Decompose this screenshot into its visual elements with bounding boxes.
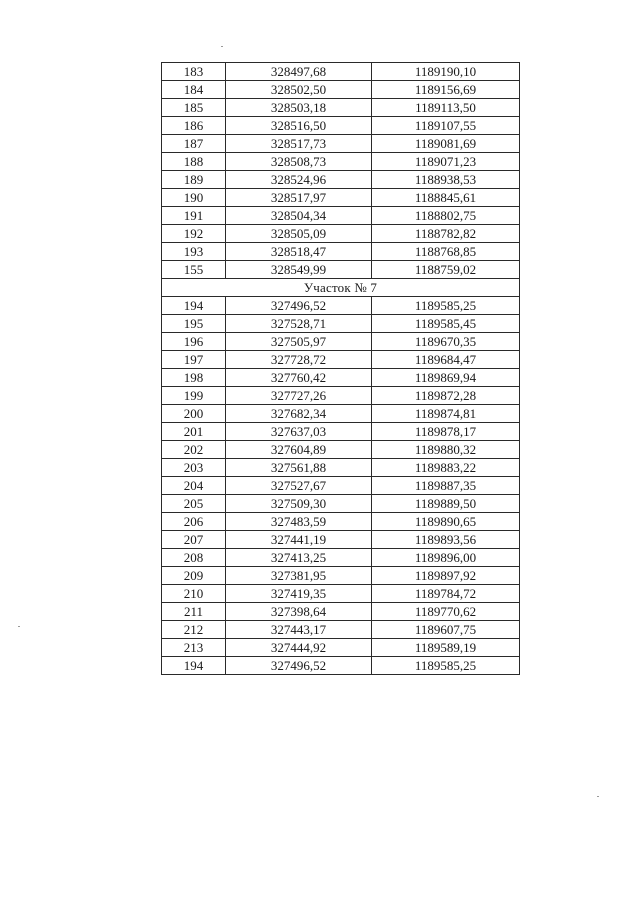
point-number-cell: 198 <box>162 369 226 387</box>
section-header-group <box>162 279 520 297</box>
table-row <box>162 459 520 477</box>
y-coordinate-cell: 1189887,35 <box>372 477 520 495</box>
y-coordinate-cell: 1189071,23 <box>372 153 520 171</box>
point-number-cell: 199 <box>162 387 226 405</box>
table-row <box>162 405 520 423</box>
y-coordinate-cell: 1188802,75 <box>372 207 520 225</box>
table-row <box>162 387 520 405</box>
y-coordinate-cell: 1189883,22 <box>372 459 520 477</box>
table-row <box>162 603 520 621</box>
coordinates-table <box>161 62 520 675</box>
table-row <box>162 225 520 243</box>
point-number-cell: 193 <box>162 243 226 261</box>
scan-speck <box>18 626 20 627</box>
x-coordinate-cell: 327528,71 <box>226 315 372 333</box>
point-number-cell: 191 <box>162 207 226 225</box>
point-number-cell: 192 <box>162 225 226 243</box>
point-number-cell: 187 <box>162 135 226 153</box>
y-coordinate-cell: 1189897,92 <box>372 567 520 585</box>
y-coordinate-cell: 1188759,02 <box>372 261 520 279</box>
x-coordinate-cell: 327419,35 <box>226 585 372 603</box>
x-coordinate-cell: 327381,95 <box>226 567 372 585</box>
x-coordinate-cell: 327496,52 <box>226 297 372 315</box>
y-coordinate-cell: 1189107,55 <box>372 117 520 135</box>
y-coordinate-cell: 1189585,45 <box>372 315 520 333</box>
x-coordinate-cell: 328505,09 <box>226 225 372 243</box>
point-number-cell: 194 <box>162 297 226 315</box>
y-coordinate-cell: 1189607,75 <box>372 621 520 639</box>
x-coordinate-cell: 327398,64 <box>226 603 372 621</box>
x-coordinate-cell: 327682,34 <box>226 405 372 423</box>
table-row <box>162 531 520 549</box>
point-number-cell: 206 <box>162 513 226 531</box>
y-coordinate-cell: 1189889,50 <box>372 495 520 513</box>
x-coordinate-cell: 328508,73 <box>226 153 372 171</box>
section-header-row <box>162 279 520 297</box>
y-coordinate-cell: 1189896,00 <box>372 549 520 567</box>
point-number-cell: 213 <box>162 639 226 657</box>
y-coordinate-cell: 1189589,19 <box>372 639 520 657</box>
x-coordinate-cell: 327441,19 <box>226 531 372 549</box>
point-number-cell: 207 <box>162 531 226 549</box>
y-coordinate-cell: 1189878,17 <box>372 423 520 441</box>
x-coordinate-cell: 327509,30 <box>226 495 372 513</box>
x-coordinate-cell: 328517,97 <box>226 189 372 207</box>
y-coordinate-cell: 1189874,81 <box>372 405 520 423</box>
x-coordinate-cell: 327604,89 <box>226 441 372 459</box>
y-coordinate-cell: 1189784,72 <box>372 585 520 603</box>
point-number-cell: 155 <box>162 261 226 279</box>
x-coordinate-cell: 328516,50 <box>226 117 372 135</box>
x-coordinate-cell: 328549,99 <box>226 261 372 279</box>
x-coordinate-cell: 327637,03 <box>226 423 372 441</box>
point-number-cell: 186 <box>162 117 226 135</box>
table-row <box>162 117 520 135</box>
table-row <box>162 351 520 369</box>
x-coordinate-cell: 328518,47 <box>226 243 372 261</box>
x-coordinate-cell: 327444,92 <box>226 639 372 657</box>
table-row <box>162 99 520 117</box>
y-coordinate-cell: 1188938,53 <box>372 171 520 189</box>
y-coordinate-cell: 1189872,28 <box>372 387 520 405</box>
point-number-cell: 183 <box>162 63 226 81</box>
point-number-cell: 204 <box>162 477 226 495</box>
x-coordinate-cell: 327760,42 <box>226 369 372 387</box>
table-row <box>162 153 520 171</box>
table-row <box>162 657 520 675</box>
x-coordinate-cell: 328503,18 <box>226 99 372 117</box>
y-coordinate-cell: 1188845,61 <box>372 189 520 207</box>
y-coordinate-cell: 1189190,10 <box>372 63 520 81</box>
y-coordinate-cell: 1189113,50 <box>372 99 520 117</box>
point-number-cell: 184 <box>162 81 226 99</box>
table-row <box>162 567 520 585</box>
y-coordinate-cell: 1189156,69 <box>372 81 520 99</box>
point-number-cell: 208 <box>162 549 226 567</box>
y-coordinate-cell: 1189081,69 <box>372 135 520 153</box>
y-coordinate-cell: 1189684,47 <box>372 351 520 369</box>
y-coordinate-cell: 1188782,82 <box>372 225 520 243</box>
point-number-cell: 194 <box>162 657 226 675</box>
table-row <box>162 423 520 441</box>
table-row <box>162 639 520 657</box>
table-row <box>162 63 520 81</box>
y-coordinate-cell: 1188768,85 <box>372 243 520 261</box>
point-number-cell: 203 <box>162 459 226 477</box>
point-number-cell: 190 <box>162 189 226 207</box>
point-number-cell: 185 <box>162 99 226 117</box>
x-coordinate-cell: 328517,73 <box>226 135 372 153</box>
point-number-cell: 205 <box>162 495 226 513</box>
point-number-cell: 209 <box>162 567 226 585</box>
y-coordinate-cell: 1189880,32 <box>372 441 520 459</box>
table-row <box>162 207 520 225</box>
y-coordinate-cell: 1189670,35 <box>372 333 520 351</box>
scan-speck <box>221 46 223 47</box>
table-row <box>162 135 520 153</box>
y-coordinate-cell: 1189890,65 <box>372 513 520 531</box>
point-number-cell: 211 <box>162 603 226 621</box>
y-coordinate-cell: 1189869,94 <box>372 369 520 387</box>
point-number-cell: 195 <box>162 315 226 333</box>
x-coordinate-cell: 327527,67 <box>226 477 372 495</box>
point-number-cell: 210 <box>162 585 226 603</box>
table-row <box>162 585 520 603</box>
table-row <box>162 441 520 459</box>
point-number-cell: 196 <box>162 333 226 351</box>
point-number-cell: 200 <box>162 405 226 423</box>
point-number-cell: 212 <box>162 621 226 639</box>
table-row <box>162 81 520 99</box>
y-coordinate-cell: 1189770,62 <box>372 603 520 621</box>
x-coordinate-cell: 328502,50 <box>226 81 372 99</box>
table-row <box>162 621 520 639</box>
y-coordinate-cell: 1189585,25 <box>372 297 520 315</box>
point-number-cell: 197 <box>162 351 226 369</box>
x-coordinate-cell: 327496,52 <box>226 657 372 675</box>
table-row <box>162 513 520 531</box>
table-row <box>162 333 520 351</box>
section-title: Участок № 7 <box>162 279 520 297</box>
table-row <box>162 477 520 495</box>
x-coordinate-cell: 327483,59 <box>226 513 372 531</box>
x-coordinate-cell: 327561,88 <box>226 459 372 477</box>
table-row <box>162 189 520 207</box>
point-number-cell: 188 <box>162 153 226 171</box>
table-row <box>162 549 520 567</box>
y-coordinate-cell: 1189893,56 <box>372 531 520 549</box>
coordinates-table-part-1 <box>162 63 520 279</box>
point-number-cell: 201 <box>162 423 226 441</box>
x-coordinate-cell: 328497,68 <box>226 63 372 81</box>
coordinates-table-part-2 <box>162 297 520 675</box>
table-row <box>162 369 520 387</box>
table-row <box>162 297 520 315</box>
x-coordinate-cell: 327505,97 <box>226 333 372 351</box>
point-number-cell: 189 <box>162 171 226 189</box>
x-coordinate-cell: 327443,17 <box>226 621 372 639</box>
table-row <box>162 495 520 513</box>
x-coordinate-cell: 327727,26 <box>226 387 372 405</box>
table-row <box>162 261 520 279</box>
scan-speck <box>597 796 599 797</box>
table-row <box>162 171 520 189</box>
table-row <box>162 243 520 261</box>
table-row <box>162 315 520 333</box>
point-number-cell: 202 <box>162 441 226 459</box>
y-coordinate-cell: 1189585,25 <box>372 657 520 675</box>
x-coordinate-cell: 328504,34 <box>226 207 372 225</box>
x-coordinate-cell: 327728,72 <box>226 351 372 369</box>
x-coordinate-cell: 327413,25 <box>226 549 372 567</box>
x-coordinate-cell: 328524,96 <box>226 171 372 189</box>
